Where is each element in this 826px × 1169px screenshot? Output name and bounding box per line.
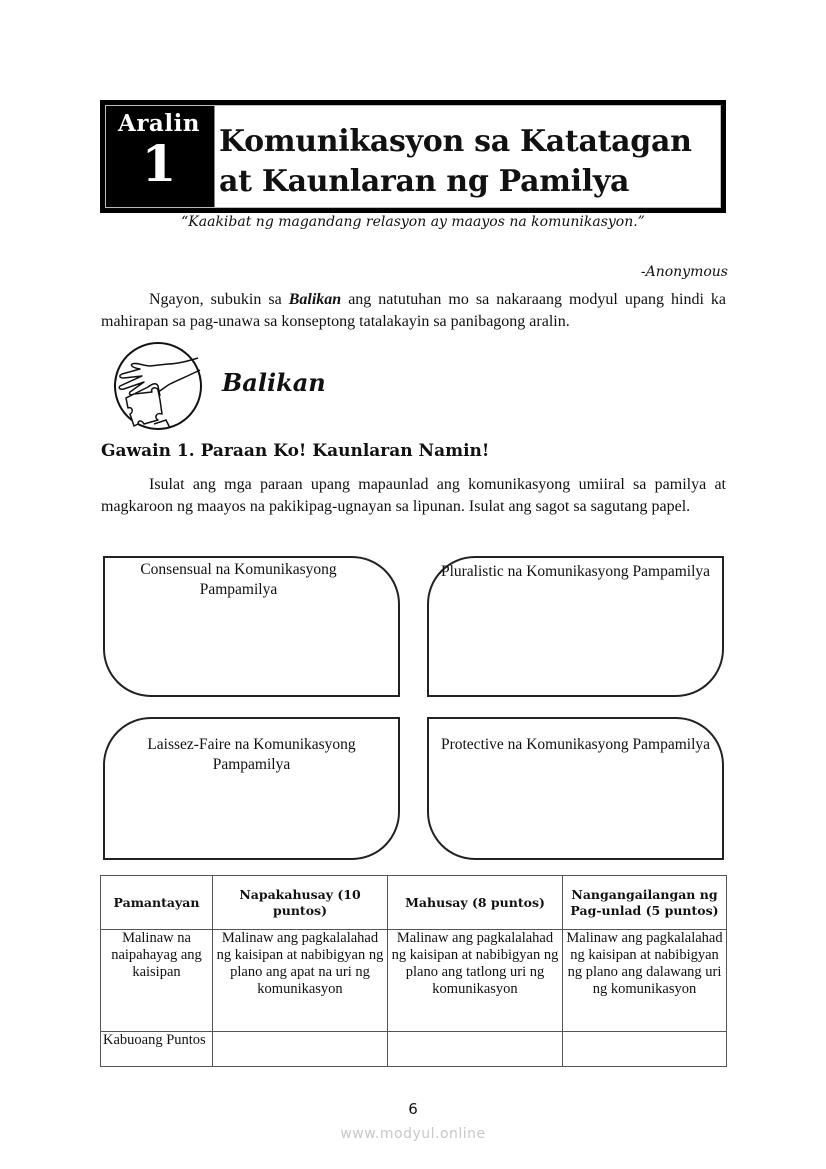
rubric-total-cell[interactable] bbox=[213, 1032, 388, 1067]
answer-box-pluralistic[interactable] bbox=[427, 556, 724, 697]
rubric-row bbox=[101, 930, 727, 1032]
lesson-header bbox=[100, 100, 726, 213]
answer-box-label: Laissez-Faire na Komunikasyong Pampamilya bbox=[147, 736, 356, 773]
intro-text-before: Ngayon, subukin sa bbox=[149, 291, 289, 308]
lesson-title-line-2: at Kaunlaran ng Pamilya bbox=[219, 164, 630, 199]
activity-instructions bbox=[101, 474, 726, 518]
lesson-title-line-1: Komunikasyon sa Katatagan bbox=[219, 124, 692, 159]
rubric-total-cell[interactable] bbox=[388, 1032, 563, 1067]
rubric-header-criteria: Pamantayan bbox=[101, 876, 213, 930]
answer-box-label: Pluralistic na Komunikasyong Pampamilya bbox=[440, 563, 711, 580]
answer-box-label: Protective na Komunikasyong Pampamilya bbox=[440, 736, 711, 753]
watermark: www.modyul.online bbox=[340, 1126, 486, 1142]
lesson-number: 1 bbox=[141, 134, 177, 193]
rubric-cell: Malinaw ang pagkalalahad ng kaisipan at nabibigyan ng plano ang dalawang uri ng komunikasyon bbox=[563, 930, 727, 1032]
hand-puzzle-icon bbox=[110, 340, 206, 432]
lesson-title-box bbox=[214, 106, 720, 207]
section-title-balikan: Balikan bbox=[222, 368, 326, 397]
rubric-total-cell[interactable] bbox=[563, 1032, 727, 1067]
page-number: 6 bbox=[408, 1100, 418, 1118]
rubric-cell: Malinaw ang pagkalalahad ng kaisipan at nabibigyan ng plano ang tatlong uri ng komunikasyon bbox=[388, 930, 563, 1032]
rubric-header-needs-improvement: Nangangailangan ng Pag-unlad (5 puntos) bbox=[563, 876, 727, 930]
intro-paragraph bbox=[101, 289, 726, 333]
rubric-cell: Malinaw ang pagkalalahad ng kaisipan at nabibigyan ng plano ang apat na uri ng komunikasyon bbox=[213, 930, 388, 1032]
rubric-table bbox=[100, 875, 727, 1067]
activity-title: Gawain 1. Paraan Ko! Kaunlaran Namin! bbox=[101, 441, 490, 461]
intro-emphasis: Balikan bbox=[288, 291, 342, 308]
rubric-header-row bbox=[101, 876, 727, 930]
rubric-header-excellent: Napakahusay (10 puntos) bbox=[213, 876, 388, 930]
lesson-label: Aralin bbox=[117, 110, 201, 137]
answer-box-label: Consensual na Komunikasyong Pampamilya bbox=[140, 561, 337, 598]
rubric-header-good: Mahusay (8 puntos) bbox=[388, 876, 563, 930]
lesson-header-inner bbox=[105, 105, 721, 208]
epigraph-author: -Anonymous bbox=[640, 264, 728, 280]
lesson-number-box bbox=[106, 106, 212, 207]
epigraph-quote: “Kaakibat ng magandang relasyon ay maayos na komunikasyon.” bbox=[181, 214, 645, 230]
answer-box-consensual[interactable] bbox=[103, 556, 400, 697]
intro-text-after: ang natutuhan mo sa nakaraang modyul upang hindi ka mahirapan sa pag-unawa sa konseptong tatalakayin sa panibagong aralin. bbox=[101, 291, 726, 330]
rubric-total-row bbox=[101, 1032, 727, 1067]
activity-instructions-text: Isulat ang mga paraan upang mapaunlad ang komunikasyong umiiral sa pamilya at magkaroon ng maayos na pakikipag-ugnayan sa lipunan. Isulat ang sagot sa sagutang papel. bbox=[101, 476, 726, 515]
rubric-total-label: Kabuoang Puntos bbox=[101, 1032, 213, 1067]
answer-box-protective[interactable] bbox=[427, 717, 724, 860]
answer-box-laissez-faire[interactable] bbox=[103, 717, 400, 860]
rubric-criterion: Malinaw na naipahayag ang kaisipan bbox=[101, 930, 213, 1032]
